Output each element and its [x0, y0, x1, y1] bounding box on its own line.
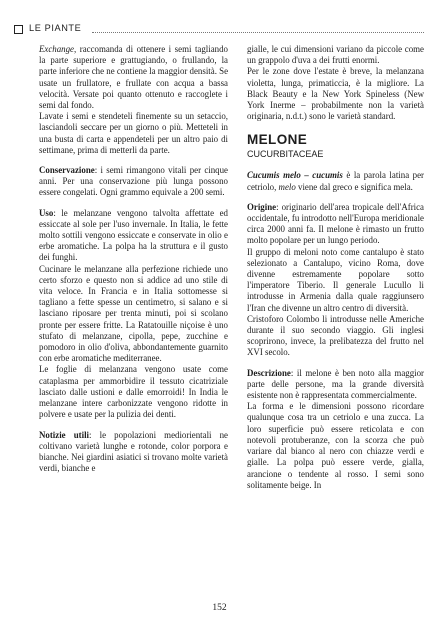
paragraph-text: viene dal greco e significa mela. — [295, 181, 413, 192]
paragraph-label: Origine — [247, 201, 277, 212]
running-header — [14, 24, 424, 38]
paragraph-label: Uso — [39, 207, 54, 218]
paragraph — [39, 44, 228, 111]
paragraph-label: Conservazione — [39, 165, 95, 176]
paragraph — [247, 368, 424, 402]
paragraph-text: : originario dell'area tropicale dell'Africa occidentale, fu introdotto nell'Europa meridionale circa 2000 anni fa. Il melone è rimasto un frutto molto popolare per un lungo periodo. — [247, 201, 424, 246]
left-column — [39, 44, 228, 474]
paragraph-label: Descrizione — [247, 367, 291, 378]
paragraph: Il gruppo di meloni noto come cantalupo è stato selezionato a Cantalupo, vicino Roma, dove divenne estremamente popolare sotto l'imperatore Tiberio. Il generale Lucullo li introdusse in Armenia dalla quale raggiunsero l'Iran che divenne un altro centro di diversità. — [247, 246, 424, 313]
checkbox-square-icon — [14, 25, 23, 34]
page-number: 152 — [212, 603, 227, 613]
paragraph-text: , raccomanda di ottenere i semi tagliando la parte superiore e grattugiando, o frullando, la parte inferiore che ne contiene la maggior densità. Se usate un frullatore, e frullate con acqua a bassa velocità. Versate poi quanto ottenuto e raccoglete i semi dal fondo. — [39, 44, 229, 111]
paragraph — [39, 165, 228, 199]
paragraph: La forma e le dimensioni possono ricordare qualunque cosa tra un cetriolo e una zucca. La loro superficie può essere reticolata e con notevoli protuberanze, con la scorza che può variare dal bianco al nero con chiazze verdi e gialle. La polpa può essere verde, gialla, arancione o tendente al rosso. I semi sono solitamente beige. In — [247, 401, 424, 490]
paragraph-label: Cucumis melo – cucumis — [247, 170, 343, 181]
paragraph-text: : i semi rimangono vitali per cinque anni. Per una conservazione più lunga possono essere congelati. Ogni grammo equivale a 200 semi. — [39, 165, 228, 198]
paragraph — [247, 202, 424, 247]
header-dotted-rule — [92, 32, 424, 33]
right-column — [247, 44, 424, 491]
italic-term: melo — [278, 181, 296, 192]
paragraph — [247, 170, 424, 192]
paragraph-text: : il melone è ben noto alla maggior parte delle persone, ma la grande diversità esistente non è rappresentata commercialmente. — [247, 367, 424, 401]
section-heading: MELONE — [247, 132, 308, 148]
paragraph-text: è la parola latina per cetriolo, — [247, 170, 424, 192]
italic-term: Exchange — [39, 44, 74, 54]
paragraph-text: : le melanzane vengono talvolta affettate ed essiccate al sole per l'uso invernale. In Italia, le fette molto sottili vengono essiccate e conservate in olio e erbe aromatiche. La polpa ha la struttura e il gusto dei funghi. — [39, 207, 228, 263]
section-subheading: CUCURBITACEAE — [247, 149, 324, 160]
paragraph: gialle, le cui dimensioni variano da piccole come un grappolo d'uva a dei frutti enormi. — [247, 44, 424, 66]
paragraph: Lavate i semi e stendeteli finemente su un setaccio, lasciandoli seccare per un giorno o più. Metteteli in una busta di carta e appendeteli per un altro paio di settimane, prima di metterli da parte. — [39, 111, 228, 155]
paragraph — [39, 208, 228, 264]
paragraph: Le foglie di melanzana vengono usate come cataplasma per ammorbidire il tessuto cicatriziale lasciato dalle ustioni e dalle emorroidi! In India le melanzane intere carbonizzate vengono ridotte in polvere e usate per la pulizia dei denti. — [39, 364, 228, 420]
paragraph-text: : le popolazioni mediorientali ne coltivano varietà lunghe e rotonde, color porpora e bianche. Nei giardini asiatici si trovano molte varietà verdi, bianche e — [39, 429, 228, 474]
paragraph: Cucinare le melanzane alla perfezione richiede uno certo sforzo e questo non si addice ad uno stile di vita veloce. In Francia e in Italia sottomesse si tagliano a fette spesse un centimetro, si salano e si lasciano riposare per trenta minuti, poi si scolano pronte per essere fritte. La Ratatouille niçoise è uno stufato di melanzane, cipolla, pepe, zucchine e pomodoro in olio d'oliva, abbondantemente guarnito con erbe aromatiche mediterranee. — [39, 263, 228, 364]
paragraph: Cristoforo Colombo li introdusse nelle Americhe durante il suo secondo viaggio. Gli inglesi scoprirono, invece, la prelibatezza del frutto nel XVI secolo. — [247, 313, 424, 358]
paragraph-label: Notizie utili — [39, 429, 90, 440]
header-title: LE PIANTE — [29, 23, 82, 33]
paragraph — [39, 430, 228, 475]
paragraph: Per le zone dove l'estate è breve, la melanzana violetta, lunga, primaticcia, è la migliore. La Black Beauty e la New York Spineless (New York Inerme – probabilmente non la varietà originaria, n.d.t.) sono le varietà standard. — [247, 66, 424, 122]
